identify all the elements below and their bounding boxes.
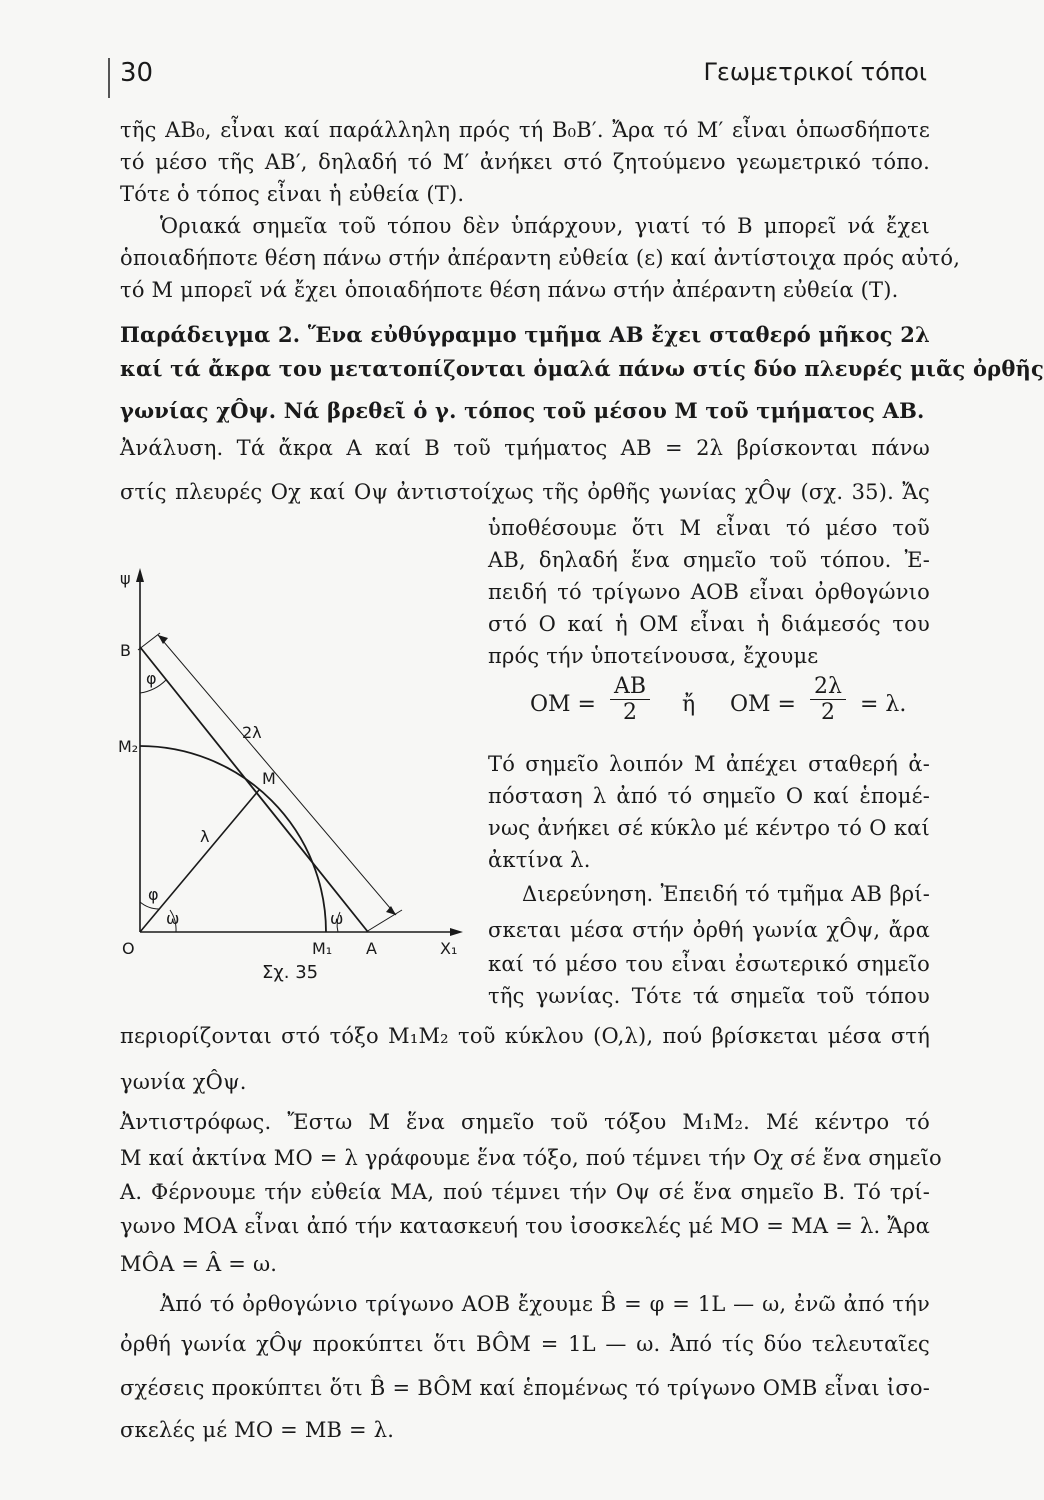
- label-phi-bottom: φ: [148, 885, 159, 904]
- label-m1: M₁: [312, 939, 333, 958]
- fraction-denominator: 2: [820, 700, 835, 725]
- converse-line: A. Φέρνουμε τήν εὐθεία MA, πού τέμνει τήν Oψ σέ ἕνα σημεῖο B. Τό τρί-: [120, 1180, 930, 1204]
- median-om: [140, 790, 259, 932]
- formula-lhs: OM =: [730, 692, 796, 717]
- final-line: σχέσεις προκύπτει ὅτι B̂ = BÔM καί ἑπομένως τό τρίγωνο OMB εἶναι ἰσο-: [120, 1376, 930, 1400]
- label-phi-top: φ: [146, 669, 157, 688]
- formula-or: ἤ: [682, 692, 696, 717]
- header-rule: [108, 58, 110, 98]
- label-2lambda: 2λ: [242, 723, 262, 742]
- analysis-line: Ἀνάλυση. Τά ἄκρα A καί B τοῦ τμήματος AB = 2λ βρίσκονται πάνω: [120, 436, 930, 460]
- text-line: Ὁριακά σημεῖα τοῦ τόπου δὲν ὑπάρχουν, γιατί τό B μπορεῖ νά ἔχει: [160, 214, 930, 238]
- discussion-line: σκεται μέσα στήν ὀρθή γωνία χÔψ, ἄρα: [488, 918, 930, 942]
- discussion-line: καί τό μέσο του εἶναι ἐσωτερικό σημεῖο: [488, 952, 930, 976]
- fraction-numerator: AB: [610, 674, 650, 700]
- conclusion-line: νως ἀνήκει σέ κύκλο μέ κέντρο τό O καί: [488, 816, 930, 840]
- example-heading: Παράδειγμα 2. Ἕνα εὐθύγραμμο τμῆμα AB ἔχει σταθερό μῆκος 2λ: [120, 322, 930, 347]
- converse-line: Ἀντιστρόφως. Ἔστω M ἕνα σημεῖο τοῦ τόξου M₁M₂. Μέ κέντρο τό: [120, 1110, 930, 1134]
- label-o: O: [122, 939, 135, 958]
- label-psi: ψ: [120, 569, 131, 588]
- formula-lhs: OM =: [530, 692, 596, 717]
- discussion-line: Διερεύνηση. Ἐπειδή τό τμῆμα AB βρί-: [522, 882, 930, 906]
- converse-line: M καί ἀκτίνα MO = λ γράφουμε ἕνα τόξο, πού τέμνει τήν Oχ σέ ἕνα σημεῖο: [120, 1146, 942, 1170]
- label-a: A: [366, 939, 377, 958]
- arrow-up-icon: [136, 568, 144, 582]
- formula-rhs: = λ.: [860, 692, 907, 717]
- fraction-2lambda-over-2: [810, 674, 846, 725]
- text-line: τῆς AB₀, εἶναι καί παράλληλη πρός τή B₀B′. Ἄρα τό M′ εἶναι ὁπωσδήποτε: [120, 118, 930, 142]
- text-line: τό μέσο τῆς AB′, δηλαδή τό M′ ἀνήκει στό ζητούμενο γεωμετρικό τόπο.: [120, 150, 930, 174]
- segment-ab: [140, 647, 368, 932]
- example-line: καί τά ἄκρα του μετατοπίζονται ὁμαλά πάνω στίς δύο πλευρές μιᾶς ὀρθῆς: [120, 356, 1044, 381]
- analysis-line: πρός τήν ὑποτείνουσα, ἔχουμε: [488, 644, 819, 668]
- label-omega-a: ω: [330, 909, 344, 928]
- label-omega-o: ω: [166, 909, 180, 928]
- label-chi: X₁: [440, 939, 458, 958]
- label-m2: M₂: [118, 737, 139, 756]
- locus-arc: [140, 746, 326, 932]
- text-line: τό M μπορεῖ νά ἔχει ὁποιαδήποτε θέση πάνω στήν ἀπέραντη εὐθεία (T).: [120, 278, 899, 302]
- running-title: Γεωμετρικοί τόποι: [703, 58, 927, 86]
- dimension-tick: [138, 633, 160, 650]
- dimension-tick: [366, 910, 402, 932]
- final-line: Ἀπό τό ὀρθογώνιο τρίγωνο AOB ἔχουμε B̂ = φ = 1L — ω, ἐνῶ ἀπό τήν: [160, 1292, 930, 1316]
- example-line: γωνίας χÔψ. Νά βρεθεῖ ὁ γ. τόπος τοῦ μέσου M τοῦ τμήματος AB.: [120, 398, 925, 423]
- text-line: ὁποιαδήποτε θέση πάνω στήν ἀπέραντη εὐθεία (ε) καί ἀντίστοιχα πρός αὐτό,: [120, 246, 961, 270]
- discussion-line: γωνία χÔψ.: [120, 1070, 247, 1094]
- conclusion-line: Τό σημεῖο λοιπόν M ἀπέχει σταθερή ἀ-: [488, 752, 930, 776]
- analysis-line: ὑποθέσουμε ὅτι M εἶναι τό μέσο τοῦ: [488, 516, 930, 540]
- final-line: σκελές μέ MO = MB = λ.: [120, 1418, 395, 1442]
- discussion-line: περιορίζονται στό τόξο M₁M₂ τοῦ κύκλου (O,λ), πού βρίσκεται μέσα στή: [120, 1024, 930, 1048]
- arrow-right-icon: [450, 928, 463, 936]
- dimension-line: [158, 635, 396, 915]
- text-line: Τότε ὁ τόπος εἶναι ἡ εὐθεία (T).: [120, 182, 465, 206]
- label-m: M: [262, 769, 276, 788]
- discussion-line: τῆς γωνίας. Τότε τά σημεῖα τοῦ τόπου: [488, 984, 930, 1008]
- page-number: 30: [120, 58, 154, 88]
- figure-35: [118, 560, 468, 960]
- final-line: ὀρθή γωνία χÔψ προκύπτει ὅτι BÔM = 1L — ω. Ἀπό τίς δύο τελευταῖες: [120, 1332, 930, 1356]
- fraction-numerator: 2λ: [810, 674, 846, 700]
- conclusion-line: πόσταση λ ἀπό τό σημεῖο O καί ἑπομέ-: [488, 784, 930, 808]
- converse-line: γωνο MOA εἶναι ἀπό τήν κατασκευή του ἰσοσκελές μέ MO = MA = λ. Ἄρα: [120, 1214, 930, 1238]
- fraction-denominator: 2: [623, 700, 638, 725]
- median-formula: [530, 670, 930, 740]
- analysis-line: πειδή τό τρίγωνο AOB εἶναι ὀρθογώνιο: [488, 580, 930, 604]
- fraction-ab-over-2: [610, 674, 650, 725]
- analysis-line: στό O καί ἡ OM εἶναι ἡ διάμεσός του: [488, 612, 930, 636]
- label-b: B: [120, 641, 131, 660]
- label-lambda: λ: [200, 827, 210, 846]
- conclusion-line: ἀκτίνα λ.: [488, 848, 591, 872]
- analysis-line: AB, δηλαδή ἕνα σημεῖο τοῦ τόπου. Ἐ-: [488, 548, 930, 572]
- figure-caption: Σχ. 35: [262, 962, 319, 983]
- dimension-arrow-icon: [386, 906, 396, 915]
- dimension-arrow-icon: [158, 635, 168, 644]
- converse-line: MÔA = Â = ω.: [120, 1252, 278, 1276]
- analysis-line: στίς πλευρές Oχ καί Oψ ἀντιστοίχως τῆς ὀρθῆς γωνίας χÔψ (σχ. 35). Ἄς: [120, 480, 930, 504]
